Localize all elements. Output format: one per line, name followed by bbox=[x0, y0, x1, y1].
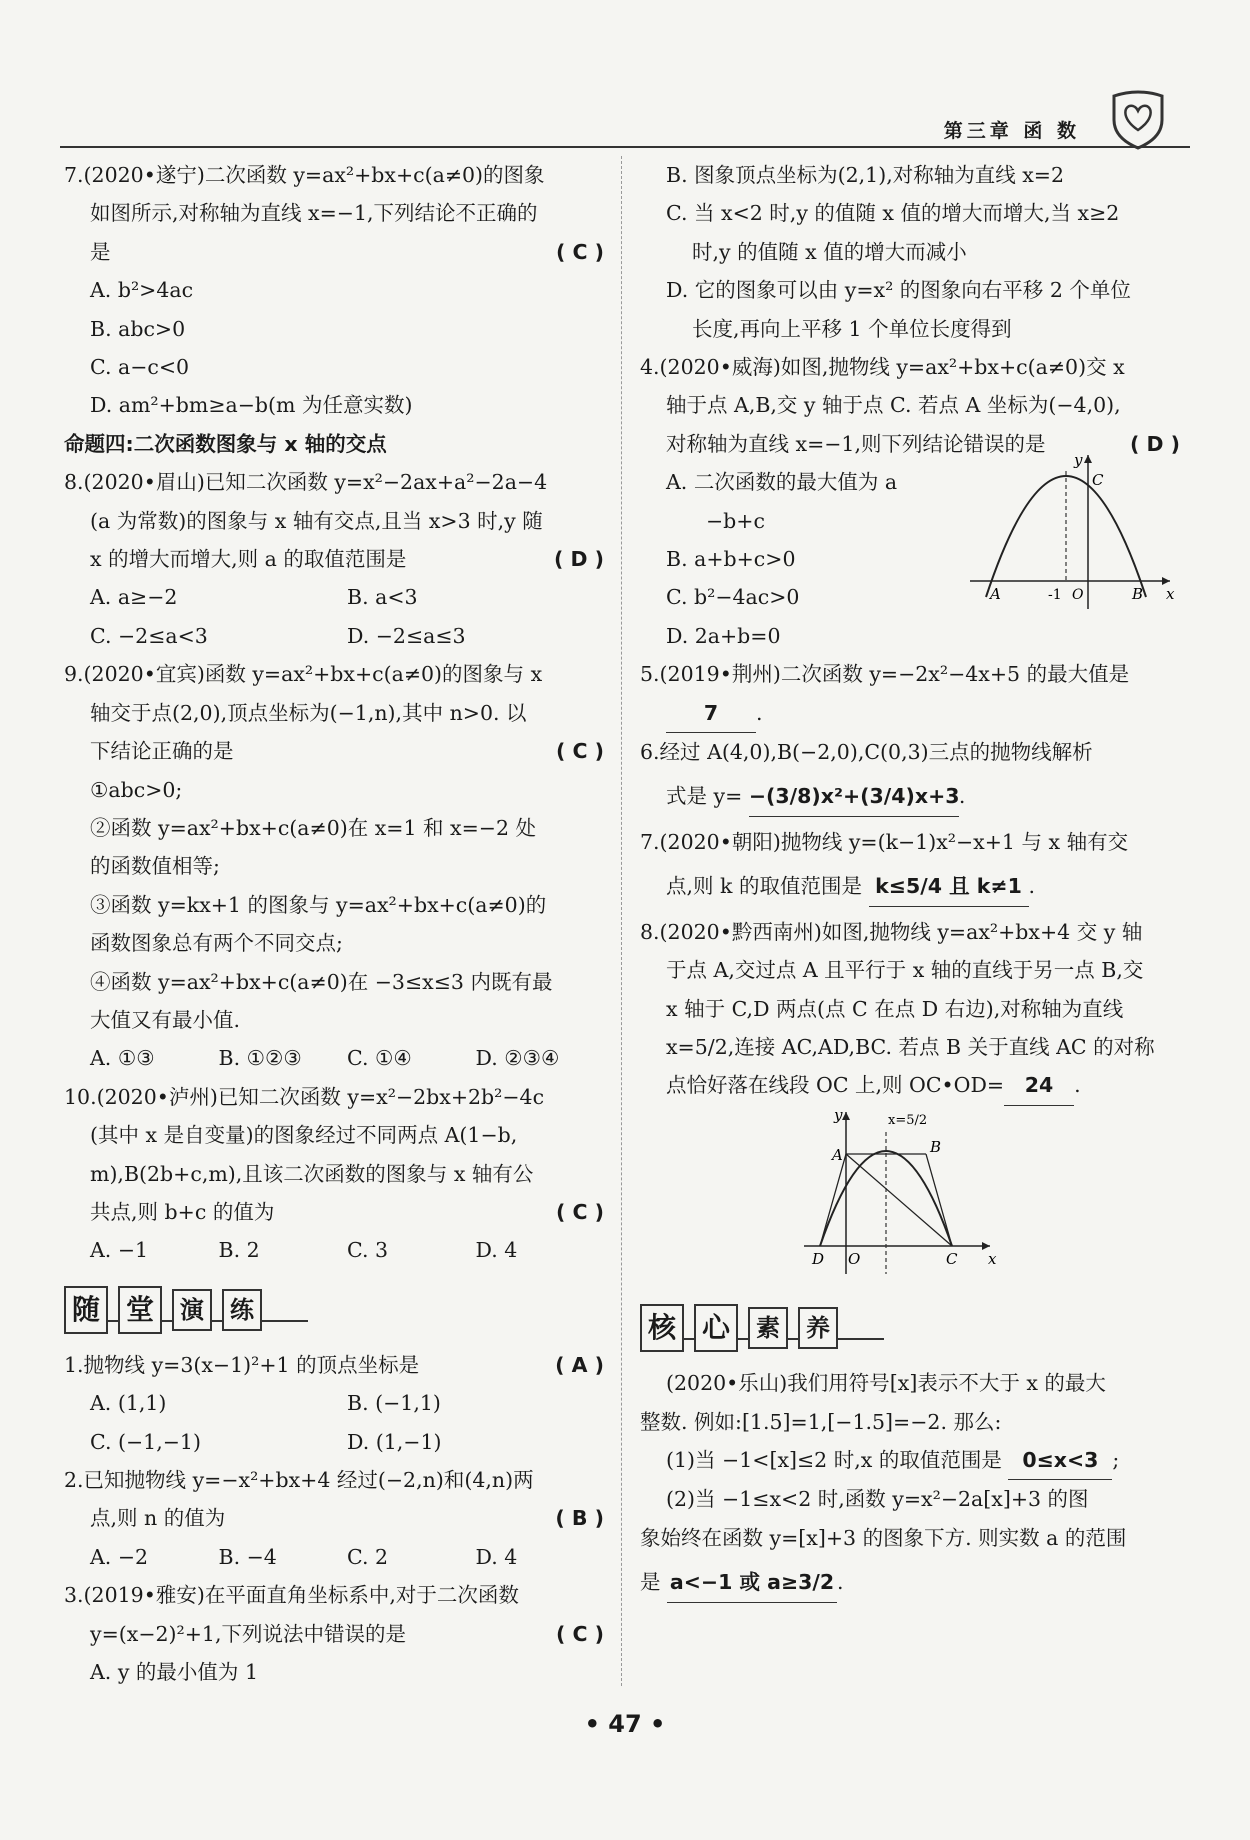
core-question: (2020•乐山)我们用符号[x]表示不大于 x 的最大 bbox=[666, 1371, 1106, 1396]
heart-shield-logo-icon bbox=[1106, 86, 1170, 150]
practice-7: 7.(2020•朝阳)抛物线 y=(k−1)x²−x+1 与 x 轴有交 bbox=[640, 829, 1129, 854]
answer-8: ( D ) bbox=[553, 547, 604, 572]
practice-6: 6.经过 A(4,0),B(−2,0),C(0,3)三点的抛物线解析 bbox=[640, 740, 1093, 765]
svg-text:x: x bbox=[988, 1249, 997, 1268]
svg-text:y: y bbox=[834, 1105, 843, 1124]
practice-5: 5.(2019•荆州)二次函数 y=−2x²−4x+5 的最大值是 bbox=[640, 662, 1130, 687]
svg-text:C: C bbox=[946, 1249, 958, 1268]
core-banner: 核 心 素 养 bbox=[640, 1298, 1180, 1358]
practice-4: 4.(2020•威海)如图,抛物线 y=ax²+bx+c(a≠0)交 x bbox=[640, 355, 1125, 380]
question-7: 7.(2020•遂宁)二次函数 y=ax²+bx+c(a≠0)的图象 bbox=[64, 163, 545, 187]
svg-text:B: B bbox=[930, 1137, 942, 1156]
practice-2: 2.已知抛物线 y=−x²+bx+4 经过(−2,n)和(4,n)两 bbox=[64, 1468, 534, 1492]
svg-text:O: O bbox=[1072, 587, 1084, 604]
answer-9: ( C ) bbox=[555, 739, 604, 764]
svg-text:x: x bbox=[1166, 585, 1175, 604]
section-heading: 命题四:二次函数图象与 x 轴的交点 bbox=[64, 431, 387, 456]
svg-text:D: D bbox=[812, 1249, 825, 1268]
question-8: 8.(2020•眉山)已知二次函数 y=x²−2ax+a²−2a−4 bbox=[64, 470, 548, 495]
column-divider bbox=[621, 156, 622, 1686]
parabola-figure-4 bbox=[970, 451, 1180, 611]
svg-text:A: A bbox=[990, 585, 1001, 604]
svg-text:x=5/2: x=5/2 bbox=[888, 1112, 928, 1128]
svg-text:-1: -1 bbox=[1048, 587, 1062, 604]
chapter-title: 第三章 函 数 bbox=[943, 120, 1080, 142]
right-column: B. 图象顶点坐标为(2,1),对称轴为直线 x=2 C. 当 x<2 时,y 的值随 x 值的增大而增大,当 x≥2 时,y 的值随 x 值的增大而减小 D. 它的图象可以由 y=x² 的图象向右平移 2 个单位 长度,再向上平移 1 个单位长度得到 4.(2020•威海)如图,抛物线 y=ax²+bx+c(a≠0)交 x 轴于点 A,B,交 y 轴于点 C. 若点 A 坐标为(−4,0), 对称轴为直线 x=−1,则下列结论错误的是 ( D ) A. 二次函数的最大值为 a −b+c B. a+b+c>0 C. b²−4ac>0 D. 2a+b=0 y x C A B -1 O 5.(2019•荆州)二次函数 y=−2x²−4x+5 的最大值是 7 . 6.经过 A(4,0),B(−2,0),C(0,3)三点的抛物线解析 式是 y= −(3/8)x²+(3/4)x+3. 7.(2020•朝阳)抛物线 y=(k−1)x²−x+1 与 x 轴有交 点,则 k 的取值范围是 k≤5/4 且 k≠1 . 8.(2020•黔西南州)如图,抛物线 y=ax²+bx+4 交 y 轴 于点 A,交过点 A 且平行于 x 轴的直线于另一点 B,交 x 轴于 C,D 两点(点 C 在点 D 右边),对称轴为直线 x=5/2,连接 AC,AD,BC. 若点 B 关于直线 AC 的对称 点恰好落在线段 OC 上,则 OC•OD= 24 . y x x=5/2 A B C D O 核 心 素 养 (2020•乐山)我们用符号[x]表示不大于 x 的最大 整数. 例如:[1.5]=1,[−1.5]=−2. 那么: (1)当 −1<[x]≤2 时,x 的取值范围是 0≤x<3 ; (2)当 −1≤x<2 时,函数 y=x²−2a[x]+3 的图 象始终在函数 y=[x]+3 的图象下方. 则实数 a 的范围 是 a<−1 或 a≥3/2 . bbox=[640, 156, 1180, 1603]
question-10: 10.(2020•泸州)已知二次函数 y=x²−2bx+2b²−4c bbox=[64, 1084, 545, 1109]
practice-8: 8.(2020•黔西南州)如图,抛物线 y=ax²+bx+4 交 y 轴 bbox=[640, 919, 1143, 944]
answer-10: ( C ) bbox=[555, 1199, 604, 1224]
left-column: 7.(2020•遂宁)二次函数 y=ax²+bx+c(a≠0)的图象 如图所示,对称轴为直线 x=−1,下列结论不正确的 是 ( C ) A. b²>4ac B. abc>0 C. a−c<0 D. am²+bm≥a−b(m 为任意实数) 命题四:二次函数图象与 x 轴的交点 8.(2020•眉山)已知二次函数 y=x²−2ax+a²−2a−4 (a 为常数)的图象与 x 轴有交点,且当 x>3 时,y 随 x 的增大而增大,则 a 的取值范围是 ( D ) A. a≥−2 B. a<3 C. −2≤a<3 D. −2≤a≤3 9.(2020•宜宾)函数 y=ax²+bx+c(a≠0)的图象与 x 轴交于点(2,0),顶点坐标为(−1,n),其中 n>0. 以 下结论正确的是 ( C ) ①abc>0; ②函数 y=ax²+bx+c(a≠0)在 x=1 和 x=−2 处 的函数值相等; ③函数 y=kx+1 的图象与 y=ax²+bx+c(a≠0)的 函数图象总有两个不同交点; ④函数 y=ax²+bx+c(a≠0)在 −3≤x≤3 内既有最 大值又有最小值. A. ①③ B. ①②③ C. ①④ D. ②③④ 10.(2020•泸州)已知二次函数 y=x²−2bx+2b²−4c (其中 x 是自变量)的图象经过不同两点 A(1−b, m),B(2b+c,m),且该二次函数的图象与 x 轴有公 共点,则 b+c 的值为 ( C ) A. −1 B. 2 C. 3 D. 4 随 堂 演 练 1.抛物线 y=3(x−1)²+1 的顶点坐标是 ( A ) A. (1,1) B. (−1,1) C. (−1,−1) D. (1,−1) 2.已知抛物线 y=−x²+bx+4 经过(−2,n)和(4,n)两 点,则 n 的值为 ( B ) A. −2 B. −4 C. 2 D. 4 3.(2019•雅安)在平面直角坐标系中,对于二次函数 y=(x−2)²+1,下列说法中错误的是 ( C ) A. y 的最小值为 1 bbox=[64, 156, 604, 1691]
practice-3: 3.(2019•雅安)在平面直角坐标系中,对于二次函数 bbox=[64, 1583, 519, 1608]
page-header bbox=[60, 0, 1190, 150]
svg-text:O: O bbox=[848, 1249, 861, 1268]
page-number: • 47 • bbox=[584, 1710, 666, 1738]
svg-text:C: C bbox=[1092, 471, 1104, 490]
svg-text:y: y bbox=[1074, 451, 1083, 470]
parabola-figure-8 bbox=[800, 1106, 1000, 1276]
question-9: 9.(2020•宜宾)函数 y=ax²+bx+c(a≠0)的图象与 x bbox=[64, 662, 543, 687]
answer-7: ( C ) bbox=[555, 239, 604, 264]
svg-text:A: A bbox=[832, 1145, 843, 1164]
practice-banner: 随 堂 演 练 bbox=[64, 1280, 604, 1340]
practice-1: 1.抛物线 y=3(x−1)²+1 的顶点坐标是 ( A ) bbox=[64, 1352, 604, 1377]
svg-text:B: B bbox=[1132, 585, 1144, 604]
